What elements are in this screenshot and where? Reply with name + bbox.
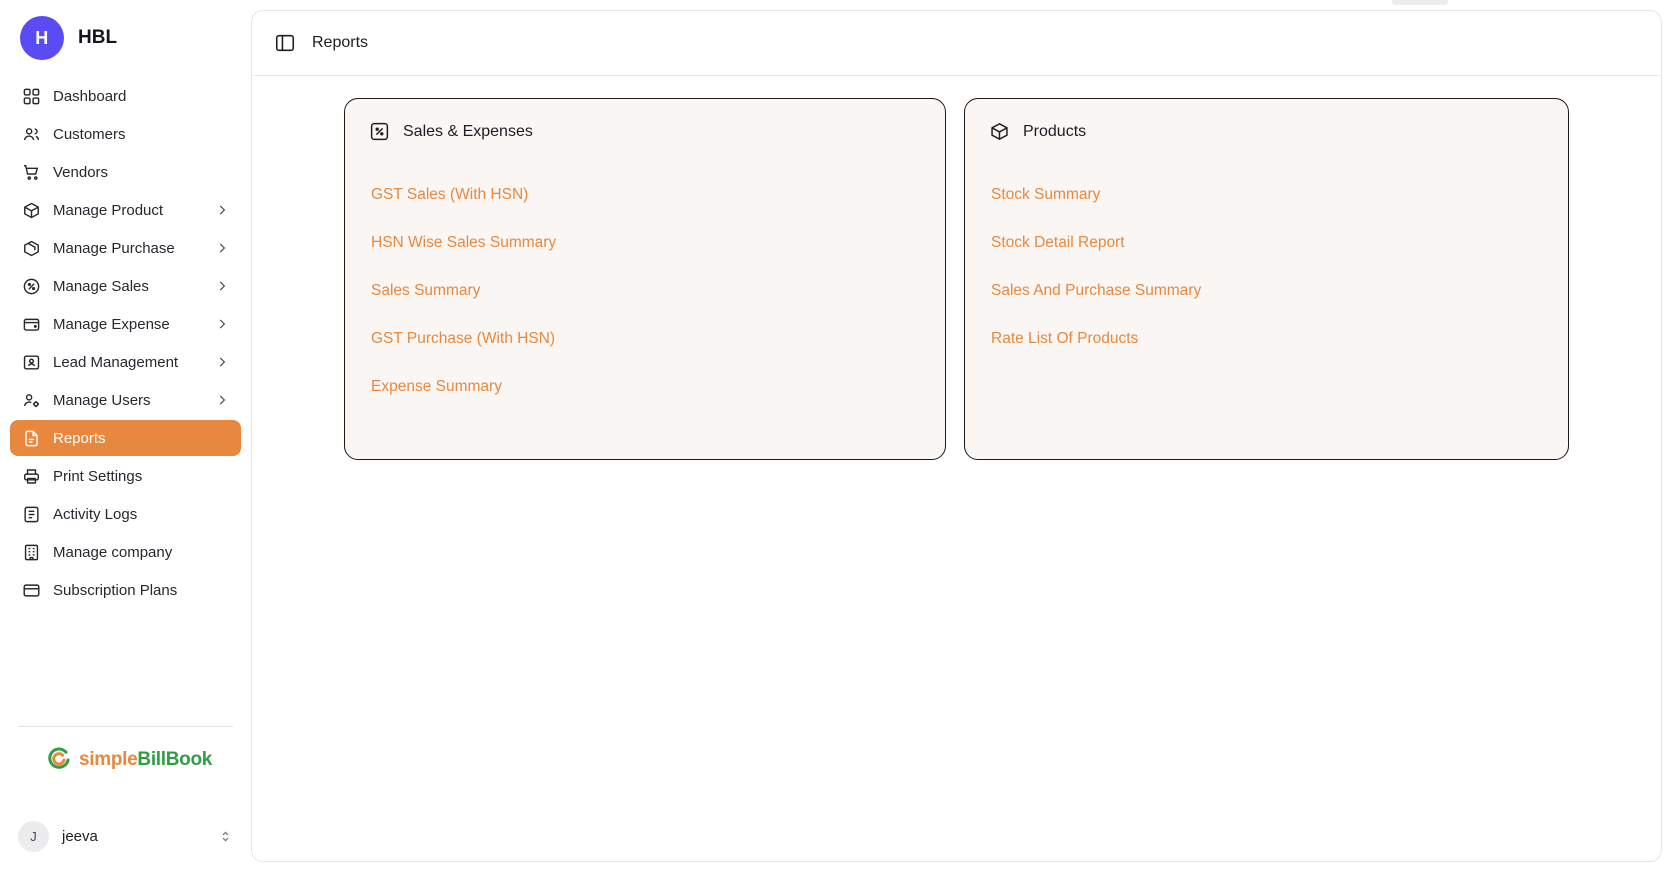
avatar: J: [18, 821, 49, 852]
sidebar-item-label: Manage company: [53, 543, 173, 561]
sidebar-item-print-settings[interactable]: [10, 458, 241, 494]
card-title: Sales & Expenses: [403, 122, 533, 140]
sidebar-item-label: Reports: [53, 429, 106, 447]
sidebar-item-label: Subscription Plans: [53, 581, 178, 599]
card-header: [369, 121, 921, 142]
user-account-switcher[interactable]: [0, 811, 251, 864]
report-link-hsn-wise-sales-summary[interactable]: HSN Wise Sales Summary: [371, 234, 557, 251]
credit-card-icon: [22, 581, 41, 600]
cart-icon: [22, 163, 41, 182]
sidebar-item-reports[interactable]: [10, 420, 241, 456]
log-icon: [22, 505, 41, 524]
users-icon: [22, 125, 41, 144]
report-link-expense-summary[interactable]: Expense Summary: [371, 378, 502, 395]
reports-content: [252, 76, 1661, 861]
file-text-icon: [22, 429, 41, 448]
sidebar-item-label: Manage Expense: [53, 315, 170, 333]
chevron-right-icon: [215, 279, 229, 293]
card-link-list: [989, 186, 1544, 348]
panel-toggle-icon[interactable]: [274, 32, 296, 54]
sidebar-item-label: Vendors: [53, 163, 109, 181]
tag-icon: [22, 277, 41, 296]
sidebar-item-activity-logs[interactable]: [10, 496, 241, 532]
report-link-stock-summary[interactable]: Stock Summary: [991, 186, 1101, 203]
wallet-icon: [22, 315, 41, 334]
report-link-sales-and-purchase-summary[interactable]: Sales And Purchase Summary: [991, 282, 1202, 299]
sidebar-item-label: Manage Sales: [53, 277, 149, 295]
report-link-rate-list-of-products[interactable]: Rate List Of Products: [991, 330, 1139, 347]
sidebar-item-customers[interactable]: [10, 116, 241, 152]
box-icon: [22, 201, 41, 220]
sidebar-item-label: Print Settings: [53, 467, 143, 485]
contact-icon: [22, 353, 41, 372]
user-name: jeeva: [62, 828, 98, 845]
sidebar-item-manage-product[interactable]: [10, 192, 241, 228]
card-sales-expenses: [344, 98, 946, 460]
sidebar-item-label: Manage Users: [53, 391, 151, 409]
package-icon: [22, 239, 41, 258]
chevron-right-icon: [215, 393, 229, 407]
report-link-sales-summary[interactable]: Sales Summary: [371, 282, 481, 299]
brand-name: HBL: [78, 27, 118, 48]
brand-avatar: H: [20, 16, 64, 60]
sidebar-item-label: Customers: [53, 125, 126, 143]
sidebar-item-label: Manage Product: [53, 201, 164, 219]
sidebar-footer: [0, 726, 251, 872]
report-link-gst-purchase-with-hsn[interactable]: GST Purchase (With HSN): [371, 330, 556, 347]
sidebar-divider: [18, 726, 233, 727]
sidebar-item-label: Dashboard: [53, 87, 127, 105]
user-cog-icon: [22, 391, 41, 410]
chevron-up-down-icon[interactable]: [218, 829, 233, 844]
sidebar-item-label: Activity Logs: [53, 505, 138, 523]
card-title: Products: [1023, 122, 1087, 140]
swirl-logo-icon: [46, 747, 72, 773]
sidebar-item-manage-purchase[interactable]: [10, 230, 241, 266]
sidebar: [0, 0, 251, 872]
page-title: Reports: [312, 34, 369, 51]
sidebar-item-label: Manage Purchase: [53, 239, 175, 257]
chevron-right-icon: [215, 241, 229, 255]
brand-header[interactable]: [0, 0, 251, 74]
report-link-stock-detail-report[interactable]: Stock Detail Report: [991, 234, 1125, 251]
sidebar-item-manage-company[interactable]: [10, 534, 241, 570]
sidebar-item-manage-users[interactable]: [10, 382, 241, 418]
grid-icon: [22, 87, 41, 106]
app-logo: [0, 747, 251, 773]
sidebar-item-lead-management[interactable]: [10, 344, 241, 380]
card-header: [989, 121, 1544, 142]
report-link-gst-sales-with-hsn[interactable]: GST Sales (With HSN): [371, 186, 529, 203]
chevron-right-icon: [215, 203, 229, 217]
printer-icon: [22, 467, 41, 486]
chevron-right-icon: [215, 317, 229, 331]
card-link-list: [369, 186, 921, 396]
logo-text-secondary: BillBook: [137, 749, 213, 770]
topbar: [252, 11, 1661, 76]
sidebar-item-manage-sales[interactable]: [10, 268, 241, 304]
app-logo-text: [79, 749, 212, 771]
main-panel: [251, 10, 1662, 862]
cube-icon: [989, 121, 1010, 142]
chart-square-icon: [369, 121, 390, 142]
sidebar-item-manage-expense[interactable]: [10, 306, 241, 342]
sidebar-item-vendors[interactable]: [10, 154, 241, 190]
sidebar-item-label: Lead Management: [53, 353, 179, 371]
chevron-right-icon: [215, 355, 229, 369]
logo-text-primary: simple: [79, 749, 138, 770]
sidebar-item-dashboard[interactable]: [10, 78, 241, 114]
building-icon: [22, 543, 41, 562]
sidebar-item-subscription-plans[interactable]: [10, 572, 241, 608]
card-products: [964, 98, 1569, 460]
window-chrome-artifact: [1392, 0, 1448, 5]
sidebar-nav: [0, 74, 251, 608]
